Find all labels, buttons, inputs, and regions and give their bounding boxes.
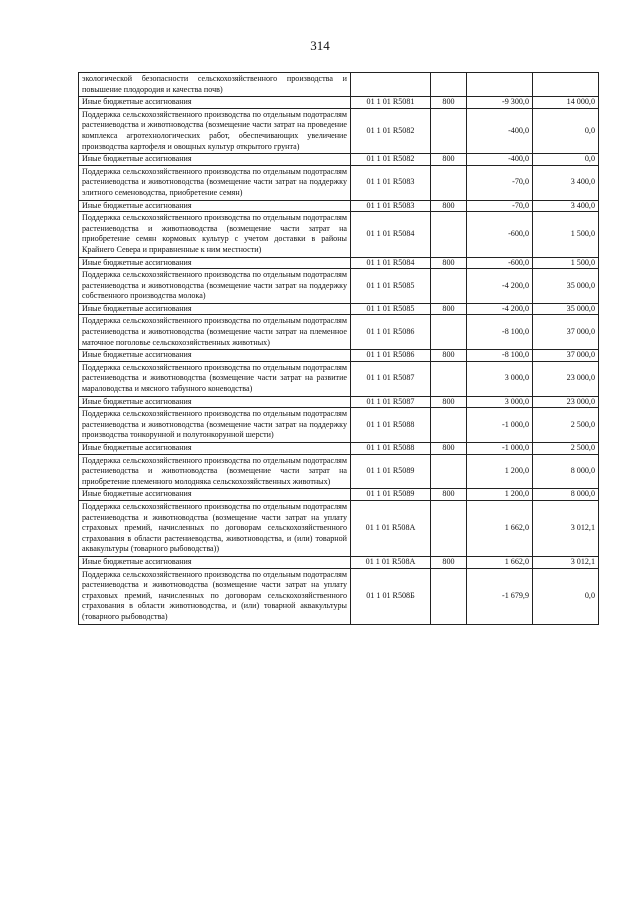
row-code: 01 1 01 R5086	[351, 350, 431, 362]
table-row	[79, 568, 599, 624]
table-row	[79, 154, 599, 166]
row-expense-type: 800	[431, 350, 467, 362]
row-amount-total: 0,0	[533, 108, 599, 153]
row-amount-total: 2 500,0	[533, 408, 599, 443]
row-code: 01 1 01 R5084	[351, 212, 431, 257]
row-name: Иные бюджетные ассигнования	[79, 556, 351, 568]
row-amount-total: 1 500,0	[533, 257, 599, 269]
row-code: 01 1 01 R5081	[351, 97, 431, 109]
row-expense-type	[431, 108, 467, 153]
row-amount-total: 37 000,0	[533, 315, 599, 350]
table-row	[79, 396, 599, 408]
row-name: Поддержка сельскохозяйственного производства по отдельным подотраслям растениеводства и животноводства (возмещение части затрат на уплату страховых премий, начисленных по договорам сельскохозяйственного страхования в области растениеводства, животноводства, и (или) товарной аквакультуры (товарного рыбоводства))	[79, 500, 351, 556]
row-code: 01 1 01 R5088	[351, 443, 431, 455]
table-row	[79, 97, 599, 109]
row-name: экологической безопасности сельскохозяйственного производства и повышение плодородия и качества почв)	[79, 73, 351, 97]
row-amount-total: 1 500,0	[533, 212, 599, 257]
row-code: 01 1 01 R5085	[351, 303, 431, 315]
row-amount-change: -400,0	[467, 154, 533, 166]
row-amount-total: 8 000,0	[533, 489, 599, 501]
page-number: 314	[310, 38, 330, 53]
row-amount-change: 1 662,0	[467, 500, 533, 556]
table-row	[79, 489, 599, 501]
table-row	[79, 408, 599, 443]
row-name: Иные бюджетные ассигнования	[79, 97, 351, 109]
row-amount-change: -9 300,0	[467, 97, 533, 109]
table-row	[79, 269, 599, 304]
row-name: Поддержка сельскохозяйственного производства по отдельным подотраслям растениеводства и животноводства (возмещение части затрат на приобретение племенного молодняка сельскохозяйственных животных)	[79, 454, 351, 489]
row-expense-type: 800	[431, 303, 467, 315]
table-row	[79, 361, 599, 396]
row-amount-change: 1 200,0	[467, 454, 533, 489]
row-expense-type: 800	[431, 489, 467, 501]
row-amount-change: -400,0	[467, 108, 533, 153]
row-amount-change: 1 200,0	[467, 489, 533, 501]
row-expense-type: 800	[431, 97, 467, 109]
row-name: Поддержка сельскохозяйственного производства по отдельным подотраслям растениеводства и животноводства (возмещение части затрат на проведение комплекса агротехнологических работ, обеспечивающих увеличение производства картофеля и овощных культур открытого грунта)	[79, 108, 351, 153]
table-row	[79, 165, 599, 200]
row-amount-total: 3 400,0	[533, 165, 599, 200]
row-amount-change: -1 679,9	[467, 568, 533, 624]
row-amount-total: 14 000,0	[533, 97, 599, 109]
row-amount-change: -4 200,0	[467, 269, 533, 304]
row-name: Иные бюджетные ассигнования	[79, 257, 351, 269]
row-expense-type	[431, 269, 467, 304]
row-amount-change: 3 000,0	[467, 361, 533, 396]
row-amount-total: 3 400,0	[533, 200, 599, 212]
row-amount-change: 1 662,0	[467, 556, 533, 568]
row-name: Поддержка сельскохозяйственного производства по отдельным подотраслям растениеводства и животноводства (возмещение части затрат на поддержку производства тонкорунной и полутонкорунной шерсти)	[79, 408, 351, 443]
row-name: Иные бюджетные ассигнования	[79, 200, 351, 212]
row-name: Поддержка сельскохозяйственного производства по отдельным подотраслям растениеводства и животноводства (возмещение части затрат на приобретение семян кормовых культур с учетом доставки в районы Крайнего Севера и приравненные к ним местности)	[79, 212, 351, 257]
row-expense-type: 800	[431, 396, 467, 408]
row-expense-type	[431, 500, 467, 556]
row-amount-total: 3 012,1	[533, 556, 599, 568]
table-row	[79, 257, 599, 269]
row-amount-total: 8 000,0	[533, 454, 599, 489]
row-name: Иные бюджетные ассигнования	[79, 396, 351, 408]
row-amount-total: 0,0	[533, 568, 599, 624]
row-code: 01 1 01 R5086	[351, 315, 431, 350]
row-code: 01 1 01 R5089	[351, 454, 431, 489]
row-amount-total: 35 000,0	[533, 269, 599, 304]
row-expense-type	[431, 315, 467, 350]
row-amount-total: 23 000,0	[533, 361, 599, 396]
row-code: 01 1 01 R5083	[351, 200, 431, 212]
row-code: 01 1 01 R5084	[351, 257, 431, 269]
row-code: 01 1 01 R5089	[351, 489, 431, 501]
row-amount-change: -4 200,0	[467, 303, 533, 315]
row-name: Поддержка сельскохозяйственного производства по отдельным подотраслям растениеводства и животноводства (возмещение части затрат на поддержку элитного семеноводства, приобретение семян)	[79, 165, 351, 200]
row-code: 01 1 01 R508А	[351, 500, 431, 556]
row-code: 01 1 01 R5087	[351, 396, 431, 408]
row-amount-change: -600,0	[467, 257, 533, 269]
row-expense-type: 800	[431, 154, 467, 166]
row-amount-change: 3 000,0	[467, 396, 533, 408]
table-row	[79, 315, 599, 350]
table-row	[79, 350, 599, 362]
row-expense-type: 800	[431, 443, 467, 455]
budget-table	[78, 72, 599, 625]
row-name: Иные бюджетные ассигнования	[79, 443, 351, 455]
row-expense-type	[431, 212, 467, 257]
row-expense-type	[431, 165, 467, 200]
table-row	[79, 108, 599, 153]
row-amount-change: -600,0	[467, 212, 533, 257]
row-amount-change: -8 100,0	[467, 315, 533, 350]
row-expense-type	[431, 408, 467, 443]
row-amount-total: 0,0	[533, 154, 599, 166]
table-row	[79, 200, 599, 212]
row-code: 01 1 01 R5085	[351, 269, 431, 304]
row-amount-change: -1 000,0	[467, 443, 533, 455]
row-name: Поддержка сельскохозяйственного производства по отдельным подотраслям растениеводства и животноводства (возмещение части затрат на уплату страховых премий, начисленных по договорам сельскохозяйственного страхования в области животноводства, и (или) товарной аквакультуры (товарного рыбоводства)	[79, 568, 351, 624]
row-amount-total: 2 500,0	[533, 443, 599, 455]
row-name: Иные бюджетные ассигнования	[79, 489, 351, 501]
row-expense-type	[431, 568, 467, 624]
row-code: 01 1 01 R5082	[351, 108, 431, 153]
row-expense-type	[431, 454, 467, 489]
row-code: 01 1 01 R5088	[351, 408, 431, 443]
row-amount-total: 3 012,1	[533, 500, 599, 556]
row-name: Поддержка сельскохозяйственного производства по отдельным подотраслям растениеводства и животноводства (возмещение части затрат на поддержку собственного производства молока)	[79, 269, 351, 304]
row-name: Поддержка сельскохозяйственного производства по отдельным подотраслям растениеводства и животноводства (возмещение части затрат на развитие мараловодства и мясного табунного коневодства)	[79, 361, 351, 396]
row-amount-change: -70,0	[467, 200, 533, 212]
row-code: 01 1 01 R5083	[351, 165, 431, 200]
row-code: 01 1 01 R508Б	[351, 568, 431, 624]
table-row	[79, 500, 599, 556]
table-row	[79, 73, 599, 97]
row-code: 01 1 01 R5087	[351, 361, 431, 396]
row-amount-change: -8 100,0	[467, 350, 533, 362]
row-expense-type	[431, 361, 467, 396]
row-amount-change: -70,0	[467, 165, 533, 200]
table-row	[79, 454, 599, 489]
row-expense-type: 800	[431, 556, 467, 568]
row-expense-type	[431, 73, 467, 97]
row-amount-total: 37 000,0	[533, 350, 599, 362]
table-row	[79, 303, 599, 315]
row-amount-total: 23 000,0	[533, 396, 599, 408]
row-amount-change: -1 000,0	[467, 408, 533, 443]
row-amount-total	[533, 73, 599, 97]
row-code	[351, 73, 431, 97]
row-amount-change	[467, 73, 533, 97]
table-row	[79, 556, 599, 568]
row-amount-total: 35 000,0	[533, 303, 599, 315]
row-expense-type: 800	[431, 200, 467, 212]
row-name: Иные бюджетные ассигнования	[79, 303, 351, 315]
row-code: 01 1 01 R508А	[351, 556, 431, 568]
row-code: 01 1 01 R5082	[351, 154, 431, 166]
row-name: Иные бюджетные ассигнования	[79, 350, 351, 362]
row-name: Поддержка сельскохозяйственного производства по отдельным подотраслям растениеводства и животноводства (возмещение части затрат на племенное маточное поголовье сельскохозяйственных животных)	[79, 315, 351, 350]
row-expense-type: 800	[431, 257, 467, 269]
row-name: Иные бюджетные ассигнования	[79, 154, 351, 166]
table-row	[79, 212, 599, 257]
table-row	[79, 443, 599, 455]
